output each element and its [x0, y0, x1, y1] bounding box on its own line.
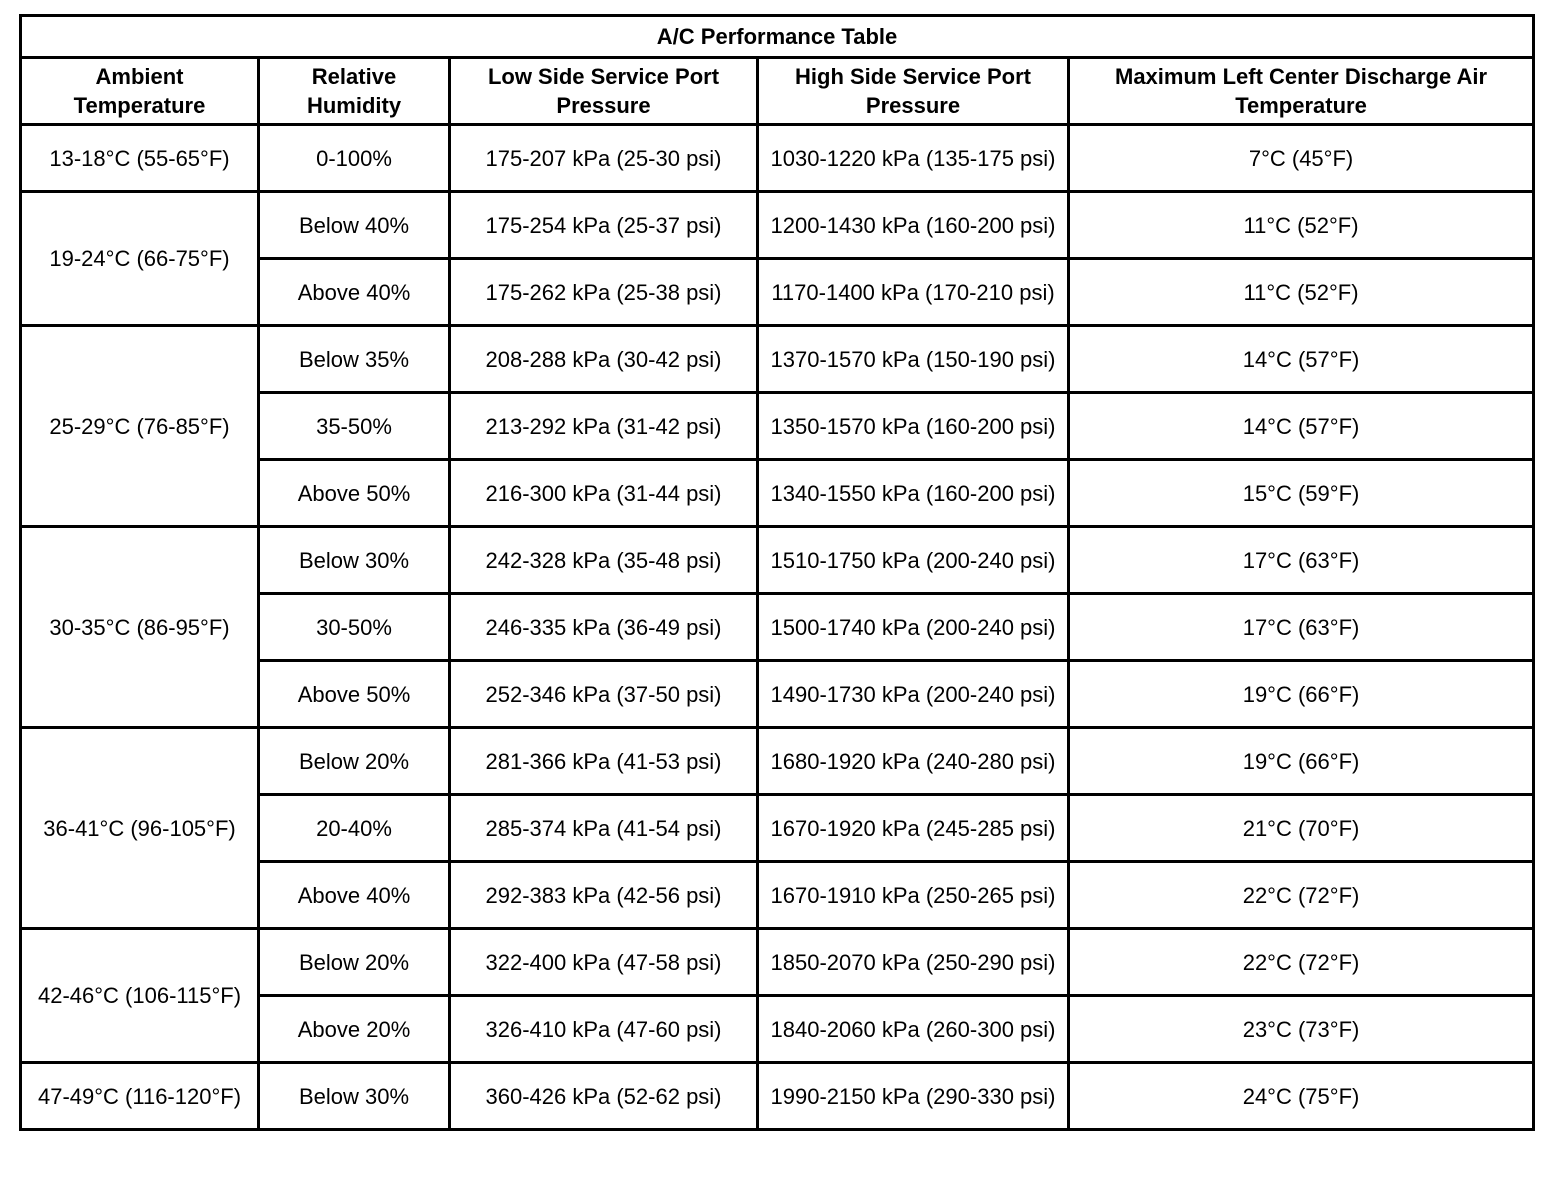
high-side-pressure-cell: 1200-1430 kPa (160-200 psi) — [758, 192, 1069, 259]
low-side-pressure-cell: 246-335 kPa (36-49 psi) — [450, 594, 758, 661]
relative-humidity-cell: Below 40% — [259, 192, 450, 259]
header-ambient-temperature: Ambient Temperature — [21, 58, 259, 125]
high-side-pressure-cell: 1850-2070 kPa (250-290 psi) — [758, 929, 1069, 996]
relative-humidity-cell: Below 30% — [259, 527, 450, 594]
ambient-temperature-cell: 42-46°C (106-115°F) — [21, 929, 259, 1063]
high-side-pressure-cell: 1680-1920 kPa (240-280 psi) — [758, 728, 1069, 795]
discharge-air-temperature-cell: 15°C (59°F) — [1069, 460, 1534, 527]
relative-humidity-cell: 35-50% — [259, 393, 450, 460]
discharge-air-temperature-cell: 19°C (66°F) — [1069, 661, 1534, 728]
relative-humidity-cell: Below 30% — [259, 1063, 450, 1130]
high-side-pressure-cell: 1370-1570 kPa (150-190 psi) — [758, 326, 1069, 393]
high-side-pressure-cell: 1350-1570 kPa (160-200 psi) — [758, 393, 1069, 460]
relative-humidity-cell: 30-50% — [259, 594, 450, 661]
relative-humidity-cell: Above 40% — [259, 259, 450, 326]
low-side-pressure-cell: 208-288 kPa (30-42 psi) — [450, 326, 758, 393]
relative-humidity-cell: Below 35% — [259, 326, 450, 393]
ambient-temperature-cell: 47-49°C (116-120°F) — [21, 1063, 259, 1130]
discharge-air-temperature-cell: 14°C (57°F) — [1069, 326, 1534, 393]
header-low-side-pressure: Low Side Service Port Pressure — [450, 58, 758, 125]
high-side-pressure-cell: 1500-1740 kPa (200-240 psi) — [758, 594, 1069, 661]
low-side-pressure-cell: 326-410 kPa (47-60 psi) — [450, 996, 758, 1063]
discharge-air-temperature-cell: 7°C (45°F) — [1069, 125, 1534, 192]
low-side-pressure-cell: 175-207 kPa (25-30 psi) — [450, 125, 758, 192]
table-row — [21, 929, 1534, 996]
low-side-pressure-cell: 360-426 kPa (52-62 psi) — [450, 1063, 758, 1130]
header-relative-humidity: Relative Humidity — [259, 58, 450, 125]
discharge-air-temperature-cell: 23°C (73°F) — [1069, 996, 1534, 1063]
relative-humidity-cell: 20-40% — [259, 795, 450, 862]
table-header-row — [21, 58, 1534, 125]
relative-humidity-cell: Below 20% — [259, 728, 450, 795]
relative-humidity-cell: Above 50% — [259, 460, 450, 527]
ambient-temperature-cell: 13-18°C (55-65°F) — [21, 125, 259, 192]
table-row — [21, 1063, 1534, 1130]
table-row — [21, 527, 1534, 594]
discharge-air-temperature-cell: 17°C (63°F) — [1069, 527, 1534, 594]
high-side-pressure-cell: 1490-1730 kPa (200-240 psi) — [758, 661, 1069, 728]
discharge-air-temperature-cell: 21°C (70°F) — [1069, 795, 1534, 862]
table-row — [21, 192, 1534, 259]
low-side-pressure-cell: 252-346 kPa (37-50 psi) — [450, 661, 758, 728]
relative-humidity-cell: 0-100% — [259, 125, 450, 192]
discharge-air-temperature-cell: 22°C (72°F) — [1069, 929, 1534, 996]
table-body — [21, 125, 1534, 1130]
low-side-pressure-cell: 322-400 kPa (47-58 psi) — [450, 929, 758, 996]
discharge-air-temperature-cell: 14°C (57°F) — [1069, 393, 1534, 460]
high-side-pressure-cell: 1170-1400 kPa (170-210 psi) — [758, 259, 1069, 326]
low-side-pressure-cell: 292-383 kPa (42-56 psi) — [450, 862, 758, 929]
high-side-pressure-cell: 1990-2150 kPa (290-330 psi) — [758, 1063, 1069, 1130]
ambient-temperature-cell: 30-35°C (86-95°F) — [21, 527, 259, 728]
relative-humidity-cell: Above 50% — [259, 661, 450, 728]
table-title-row — [21, 16, 1534, 58]
relative-humidity-cell: Above 20% — [259, 996, 450, 1063]
low-side-pressure-cell: 281-366 kPa (41-53 psi) — [450, 728, 758, 795]
ambient-temperature-cell: 19-24°C (66-75°F) — [21, 192, 259, 326]
low-side-pressure-cell: 175-262 kPa (25-38 psi) — [450, 259, 758, 326]
discharge-air-temperature-cell: 11°C (52°F) — [1069, 259, 1534, 326]
high-side-pressure-cell: 1670-1920 kPa (245-285 psi) — [758, 795, 1069, 862]
high-side-pressure-cell: 1840-2060 kPa (260-300 psi) — [758, 996, 1069, 1063]
table-title: A/C Performance Table — [21, 16, 1534, 58]
discharge-air-temperature-cell: 24°C (75°F) — [1069, 1063, 1534, 1130]
relative-humidity-cell: Above 40% — [259, 862, 450, 929]
header-high-side-pressure: High Side Service Port Pressure — [758, 58, 1069, 125]
relative-humidity-cell: Below 20% — [259, 929, 450, 996]
discharge-air-temperature-cell: 22°C (72°F) — [1069, 862, 1534, 929]
discharge-air-temperature-cell: 17°C (63°F) — [1069, 594, 1534, 661]
table-row — [21, 125, 1534, 192]
discharge-air-temperature-cell: 19°C (66°F) — [1069, 728, 1534, 795]
low-side-pressure-cell: 216-300 kPa (31-44 psi) — [450, 460, 758, 527]
low-side-pressure-cell: 285-374 kPa (41-54 psi) — [450, 795, 758, 862]
ac-performance-table — [19, 14, 1535, 1131]
high-side-pressure-cell: 1510-1750 kPa (200-240 psi) — [758, 527, 1069, 594]
low-side-pressure-cell: 213-292 kPa (31-42 psi) — [450, 393, 758, 460]
high-side-pressure-cell: 1670-1910 kPa (250-265 psi) — [758, 862, 1069, 929]
high-side-pressure-cell: 1030-1220 kPa (135-175 psi) — [758, 125, 1069, 192]
table-row — [21, 728, 1534, 795]
discharge-air-temperature-cell: 11°C (52°F) — [1069, 192, 1534, 259]
high-side-pressure-cell: 1340-1550 kPa (160-200 psi) — [758, 460, 1069, 527]
low-side-pressure-cell: 242-328 kPa (35-48 psi) — [450, 527, 758, 594]
table-row — [21, 326, 1534, 393]
low-side-pressure-cell: 175-254 kPa (25-37 psi) — [450, 192, 758, 259]
header-discharge-air-temperature: Maximum Left Center Discharge Air Temperature — [1069, 58, 1534, 125]
ambient-temperature-cell: 36-41°C (96-105°F) — [21, 728, 259, 929]
ambient-temperature-cell: 25-29°C (76-85°F) — [21, 326, 259, 527]
